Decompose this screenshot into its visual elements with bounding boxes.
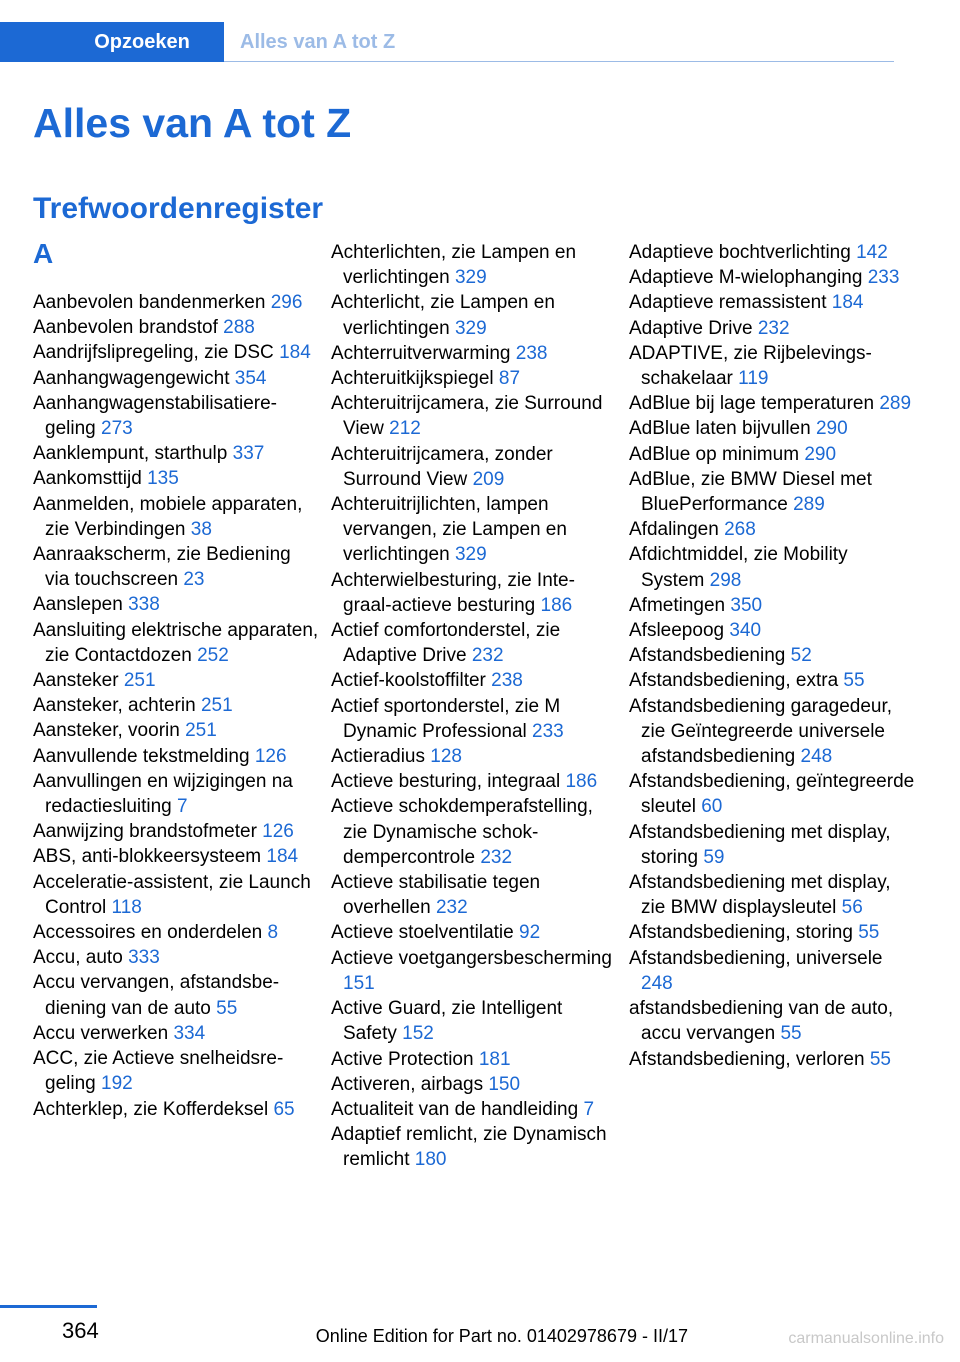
index-entry [331,568,617,618]
index-entry [331,366,617,391]
index-entry [629,946,915,996]
index-entry [629,870,915,920]
page-link[interactable]: 248 [641,972,673,994]
index-entry-text: Aanbevolen brandstof [33,317,218,339]
index-entry [629,542,915,592]
page-link[interactable]: 251 [200,695,233,717]
index-entry-text: Aanhangwagengewicht [33,367,230,389]
page-link[interactable]: 298 [709,569,742,591]
index-entry [331,996,617,1046]
index-entry [331,341,617,366]
index-entry-text: Active Guard, zie Intelligent Safety [331,998,563,1045]
index-entry [629,265,915,290]
index-entry [331,946,617,996]
index-entry-text: Aanvullende tekstmelding [33,745,250,767]
index-entry-text: Achteruitkijkspiegel [331,368,494,390]
index-entry-text: AdBlue bij lage temperaturen [629,393,875,415]
index-entry [33,441,319,466]
index-entry [33,340,319,365]
index-entry [331,920,617,945]
index-entry-text: Acceleratie-assistent, zie Launch Control [33,871,311,918]
page-link[interactable]: 233 [532,720,564,742]
index-entry [33,945,319,970]
index-entry [33,668,319,693]
index-entry-text: Adaptive Drive [629,317,753,339]
index-entry [629,467,915,517]
index-entry-text: Aanslepen [33,594,123,616]
page-link[interactable]: 248 [800,746,833,768]
index-entry [331,391,617,441]
index-entry-text: Aanvullingen en wijzigingen na redactiesluiting [33,770,293,818]
page-link[interactable]: 232 [435,897,468,919]
index-entry-text: Aandrijfslipregeling, zie DSC [33,342,274,364]
index-entry-text: Accessoires en onderdelen [33,922,263,944]
index-letter: A [33,238,54,269]
page-link[interactable]: 290 [815,418,848,440]
page-link[interactable]: 152 [402,1023,434,1045]
page-link[interactable]: 126 [254,745,287,767]
page-link[interactable]: 288 [223,317,255,339]
index-entry-text: Afstandsbediening, geïntegreerde sleutel [629,771,915,818]
page-link[interactable]: 338 [128,594,160,616]
page-link[interactable]: 186 [565,771,598,793]
page-link[interactable]: 184 [279,342,311,364]
index-entry [331,1122,617,1172]
index-entry-text: Afstandsbediening [629,645,786,667]
page-link[interactable]: 290 [804,443,837,465]
index-entry-text: Actief-koolstoffilter [331,670,486,692]
page-link[interactable]: 251 [123,670,156,692]
index-entry-text: Achteruitrijlichten, lampen vervangen, zie Lampen en verlichtingen [331,494,567,566]
index-entry [33,290,319,315]
page-link[interactable]: 56 [841,897,863,919]
index-entry-text: Afstandsbediening, extra [629,670,839,692]
page-link[interactable]: 59 [703,846,725,868]
index-entry [33,769,319,819]
index-entry-text: Afstandsbediening met display, zie BMW displaysleutel [629,872,891,919]
page-link[interactable]: 55 [858,922,880,944]
page-link[interactable]: 232 [757,317,790,339]
index-entry [629,341,915,391]
index-entry-text: Aansteker [33,670,119,692]
page-link[interactable]: 184 [831,292,864,314]
index-entry-text: Afdalingen [629,519,719,541]
page-link[interactable]: 150 [488,1073,521,1095]
index-entry [331,290,617,340]
page-link[interactable]: 92 [519,922,541,944]
index-entry [629,240,915,265]
index-entry [629,920,915,945]
index-entry-text: Afstandsbediening garagedeur, zie Geïntegreerde universele afstandsbediening [629,695,893,768]
index-entry [629,694,915,770]
index-entry-text: afstandsbediening van de auto, accu vervangen [629,998,894,1045]
index-entry-text: Actief comfortonderstel, zie Adaptive Drive [331,620,561,667]
index-entry-text: Accu vervangen, afstandsbediening van de auto [33,972,280,1019]
index-entry [331,492,617,568]
page-link[interactable]: 333 [128,947,160,969]
tab-alles-van-a-tot-z[interactable]: Alles van A tot Z [240,30,396,53]
index-entry-text: Actieve stabilisatie tegen overhellen [331,872,541,919]
index-entry-text: Active Protection [331,1048,474,1070]
index-entry [629,316,915,341]
page-link[interactable]: 340 [729,620,762,642]
index-entry [33,592,319,617]
tab-opzoeken[interactable] [0,22,224,62]
index-entry [629,391,915,416]
index-entry-text: Adaptief remlicht, zie Dynamisch remlicht [331,1124,607,1171]
index-entry-text: Afstandsbediening, storing [629,922,853,944]
page-link[interactable]: 23 [183,569,205,591]
page-link[interactable]: 350 [730,594,763,616]
index-column-1 [33,290,319,1122]
index-entry-text: Afmetingen [629,594,726,616]
page-link[interactable]: 151 [343,972,375,994]
index-entry [629,996,915,1046]
page-link[interactable]: 329 [454,317,487,339]
index-entry [629,643,915,668]
index-entry [33,1097,319,1122]
index-entry-text: Aanbevolen bandenmerken [33,292,266,313]
index-entry [331,870,617,920]
index-entry [33,466,319,491]
index-entry [33,618,319,668]
index-entry-text: Achterruitverwarming [331,342,511,364]
page-link[interactable]: 55 [869,1048,891,1070]
index-entry-text: Afstandsbediening met display, storing [629,821,891,868]
index-entry [33,870,319,920]
page-link[interactable]: 186 [540,594,573,616]
index-entry-text: Accu verwerken [33,1022,169,1044]
page-link[interactable]: 38 [190,518,212,540]
index-entry [33,315,319,340]
index-entry [331,442,617,492]
index-column-3 [629,240,915,1072]
page-link[interactable]: 232 [480,846,513,868]
footer-line [0,1305,97,1308]
section-title: Trefwoordenregister [33,192,324,225]
index-entry [629,820,915,870]
index-entry-text: Accu, auto [33,947,123,969]
index-entry [629,517,915,542]
index-entry-text: Achterlichten, zie Lampen en verlichtingen [331,242,577,289]
index-entry-text: AdBlue, zie BMW Diesel met BluePerformance [629,468,872,516]
index-entry [331,744,617,769]
index-entry-text: Achterklep, zie Kofferdeksel [33,1098,269,1120]
index-entry-text: Actieve voetgangersbescherming [331,947,612,969]
page-link[interactable]: 251 [185,720,217,742]
index-entry-text: ABS, anti-blokkeersysteem [33,846,262,868]
page-link[interactable]: 52 [790,645,812,667]
index-entry [33,542,319,592]
index-entry [331,694,617,744]
page-link[interactable]: 126 [262,821,294,843]
index-entry-text: AdBlue op minimum [629,443,800,465]
page-link[interactable]: 209 [472,468,505,490]
index-entry-text: Actualiteit van de handleiding [331,1098,579,1120]
page-link[interactable]: 289 [793,494,825,516]
index-entry [331,618,617,668]
index-entry [33,744,319,769]
index-entry-text: Aansteker, voorin [33,720,180,742]
index-entry-text: Aanhangwagenstabilisatieregeling [33,392,277,440]
page-link[interactable]: 212 [389,418,421,440]
page-link[interactable]: 289 [879,393,912,415]
index-entry-text: Aansteker, achterin [33,695,196,717]
page-link[interactable]: 252 [197,644,229,666]
index-entry-text: Achteruitrijcamera, zie Surround View [331,393,603,440]
index-entry [33,920,319,945]
page-link[interactable]: 7 [177,796,188,818]
page-link[interactable]: 232 [471,645,504,667]
index-entry [629,618,915,643]
page-link[interactable]: 142 [856,242,888,263]
index-entry [629,416,915,441]
index-entry-text: Activeren, airbags [331,1073,484,1095]
index-entry-text: Adaptieve bochtverlichting [629,242,851,263]
index-column-2 [331,240,617,1173]
index-entry [331,794,617,870]
page-link[interactable]: 238 [515,342,548,364]
index-entry-text: Aanwijzing brandstofmeter [33,821,257,843]
edition-text: Online Edition for Part no. 01402978679 - II/17 [315,1326,688,1346]
index-entry-text: Aankomsttijd [33,468,142,490]
index-entry-text: Actieve schokdemperafstelling, zie Dynamische schokdempercontrole [331,796,593,868]
tab-opzoeken-label: Opzoeken [94,30,190,53]
index-entry [331,1097,617,1122]
index-entry-text: Adaptieve M-wielophanging [629,267,863,289]
index-entry-text: Achterwielbesturing, zie Integraal-actieve besturing [331,569,575,616]
page-link[interactable]: 87 [498,368,521,390]
header-divider [224,61,894,62]
index-entry-text: Actief sportonderstel, zie M Dynamic Professional [331,695,561,742]
index-entry [33,819,319,844]
index-entry [33,718,319,743]
index-entry-text: Afsleepoog [629,620,725,642]
index-entry [629,593,915,618]
page-link[interactable]: 65 [273,1098,295,1120]
page-link[interactable]: 329 [454,267,487,289]
watermark: carmanualsonline.info [788,1330,944,1347]
index-entry-text: AdBlue laten bijvullen [629,418,811,440]
page-link[interactable]: 7 [583,1098,595,1120]
index-entry [331,1047,617,1072]
index-entry-text: Actieve besturing, integraal [331,771,561,793]
page-link[interactable]: 8 [267,922,279,944]
page-link[interactable]: 192 [101,1073,133,1095]
index-entry-text: Adaptieve remassistent [629,292,827,314]
page-link[interactable]: 180 [414,1149,447,1171]
page-link[interactable]: 238 [491,670,523,692]
index-entry [33,391,319,441]
page-link[interactable]: 329 [454,544,487,566]
index-entry [629,1047,915,1072]
index-entry [33,844,319,869]
page-link[interactable]: 337 [232,443,265,465]
index-entry [33,1046,319,1096]
index-entry [629,668,915,693]
page-link[interactable]: 128 [430,746,462,768]
page-link[interactable]: 354 [234,367,267,389]
index-entry-text: ACC, zie Actieve snelheidsregeling [33,1048,284,1095]
index-entry-text: Aanmelden, mobiele apparaten, zie Verbindingen [33,493,303,540]
page-link[interactable]: 273 [101,418,133,440]
index-entry [331,668,617,693]
index-entry-text: Aansluiting elektrische apparaten, zie Contactdozen [33,619,319,666]
index-entry [331,240,617,290]
index-entry [629,290,915,315]
index-entry-text: Afstandsbediening, universele [629,947,883,969]
index-entry [33,1021,319,1046]
page-link[interactable]: 119 [738,368,769,390]
page-title: Alles van A tot Z [33,100,352,146]
page-link[interactable]: 268 [724,519,756,541]
index-entry [629,442,915,467]
page-link[interactable]: 184 [266,846,299,868]
index-entry [33,492,319,542]
index-entry-text: Achteruitrijcamera, zonder Surround View [331,443,553,490]
page-link[interactable]: 296 [270,292,303,313]
page-link[interactable]: 60 [701,796,723,818]
page-link[interactable]: 118 [111,896,142,918]
index-entry-text: Aanraakscherm, zie Bediening via touchscreen [33,544,291,591]
page-link[interactable]: 135 [147,468,179,490]
page-link[interactable]: 181 [478,1048,511,1070]
index-entry [331,1072,617,1097]
page-link[interactable]: 334 [173,1022,206,1044]
page-link[interactable]: 55 [843,670,865,692]
index-entry [33,693,319,718]
header-bar [0,0,960,62]
page-number: 364 [62,1318,99,1343]
page-link[interactable]: 55 [780,1023,802,1045]
index-entry-text: Actieve stoelventilatie [331,922,514,944]
index-entry [629,769,915,819]
index-entry-text: Achterlicht, zie Lampen en verlichtingen [331,292,555,339]
index-entry [331,769,617,794]
index-entry [33,970,319,1020]
index-entry-text: ADAPTIVE, zie Rijbelevingsschakelaar [629,342,872,390]
index-entry-text: Afstandsbediening, verloren [629,1048,865,1070]
page-link[interactable]: 233 [867,267,900,289]
index-entry-text: Aanklempunt, starthulp [33,443,228,465]
index-entry [33,366,319,391]
page-link[interactable]: 55 [216,997,238,1019]
index-entry-text: Actieradius [331,746,425,768]
index-entry-text: Afdichtmiddel, zie Mobility System [629,544,848,591]
